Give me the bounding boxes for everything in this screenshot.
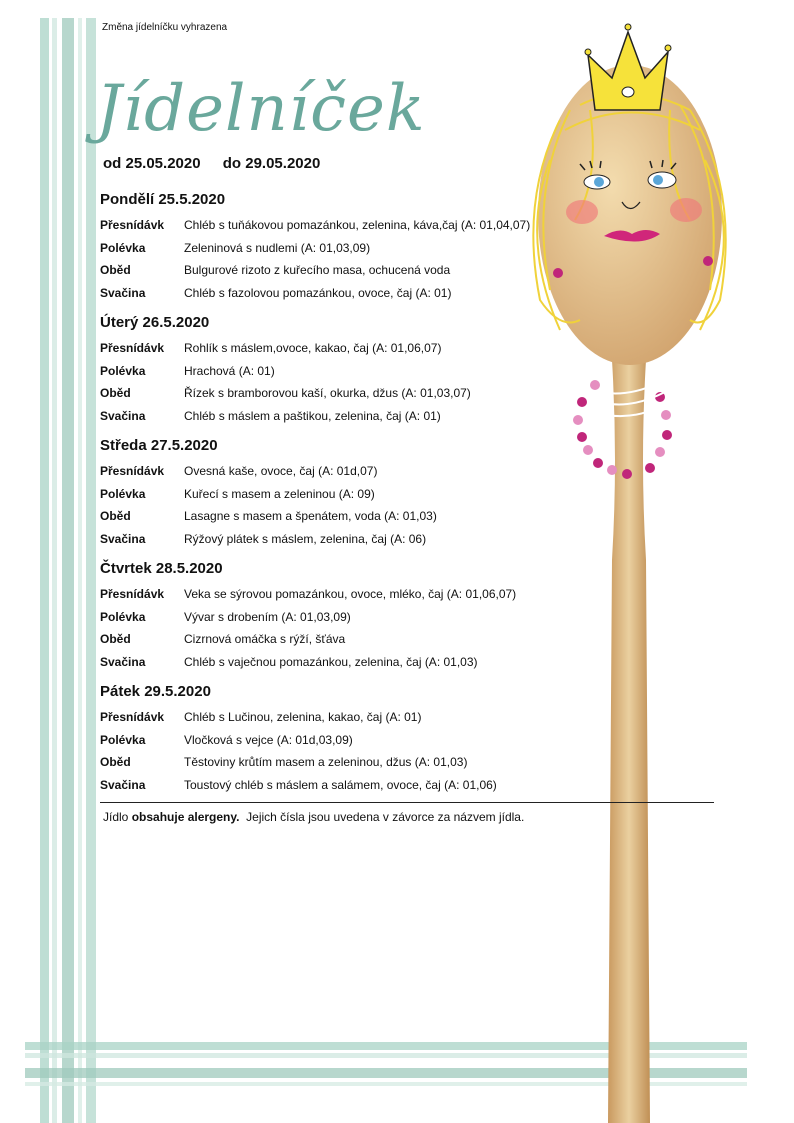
meal-row [100,610,580,633]
allergen-note [103,810,524,824]
meal-row [100,364,580,387]
meal-dish: Chléb s vaječnou pomazánkou, zelenina, čaj (A: 01,03) [184,655,478,670]
meal-row [100,778,580,801]
meal-row [100,532,580,555]
meal-dish: Bulgurové rizoto z kuřecího masa, ochucená voda [184,263,451,278]
meal-dish: Chléb s fazolovou pomazánkou, ovoce, čaj (A: 01) [184,286,452,301]
meal-dish: Veka se sýrovou pomazánkou, ovoce, mléko, čaj (A: 01,06,07) [184,587,517,601]
meal-dish: Ovesná kaše, ovoce, čaj (A: 01d,07) [184,464,378,478]
meal-label: Polévka [100,363,146,378]
meal-dish: Vývar s drobením (A: 01,03,09) [184,609,351,624]
meal-row [100,386,580,409]
meal-dish: Těstoviny krůtím masem a zeleninou, džus (A: 01,03) [184,755,468,770]
day-wednesday [100,436,580,559]
meal-row [100,632,580,655]
day-title: Pondělí 25.5.2020 [100,191,226,208]
day-friday [100,682,580,805]
meal-row [100,733,580,756]
day-monday [100,190,580,313]
meal-dish: Rohlík s máslem,ovoce, kakao, čaj (A: 01,06,07) [184,341,442,355]
meal-dish: Zeleninová s nudlemi (A: 01,03,09) [184,240,371,255]
meal-dish: Chléb s máslem a paštikou, zelenina, čaj (A: 01) [184,409,441,424]
meal-row [100,409,580,432]
meal-dish: Kuřecí s masem a zeleninou (A: 09) [184,486,375,501]
day-tuesday [100,313,580,436]
meal-label: Polévka [100,732,146,747]
meal-label: Oběd [100,632,131,647]
meal-label: Oběd [100,386,131,401]
day-title: Pátek 29.5.2020 [100,683,211,700]
day-title: Čtvrtek 28.5.2020 [100,560,223,577]
meal-dish: Vločková s vejce (A: 01d,03,09) [184,732,353,747]
towel-stripes-vertical [40,18,96,1123]
meal-row [100,710,580,733]
meal-dish: Řízek s bramborovou kaší, okurka, džus (A: 01,03,07) [184,386,471,401]
allergen-note-bold: obsahuje alergeny. [131,810,240,824]
meal-row [100,655,580,678]
meal-label: Polévka [100,486,146,501]
meal-dish: Chléb s Lučinou, zelenina, kakao, čaj (A: 01) [184,710,422,724]
meal-label: Polévka [100,240,146,255]
allergen-note-pre: Jídlo [103,810,132,824]
meal-label: Přesnídávk [100,710,165,724]
page-title: Jídelníček [96,72,426,146]
meal-row [100,464,580,487]
meal-dish: Cizrnová omáčka s rýží, šťáva [184,632,346,647]
weekly-menu [100,190,580,805]
meal-label: Svačina [100,778,146,793]
meal-row [100,341,580,364]
day-title: Úterý 26.5.2020 [100,314,210,331]
meal-label: Polévka [100,609,146,624]
meal-row [100,755,580,778]
meal-dish: Toustový chléb s máslem a salámem, ovoce, čaj (A: 01,06) [184,778,497,793]
date-range [103,155,338,172]
day-thursday [100,559,580,682]
meal-row [100,487,580,510]
allergen-note-post: Jejich čísla jsou uvedena v závorce za názvem jídla. [239,810,525,824]
date-from: od 25.05.2020 [103,155,201,172]
change-notice: Změna jídelníčku vyhrazena [102,22,228,33]
meal-dish: Lasagne s masem a špenátem, voda (A: 01,03) [184,509,437,524]
meal-row [100,509,580,532]
date-to: do 29.05.2020 [222,155,321,172]
meal-label: Svačina [100,286,146,301]
divider [100,802,714,803]
meal-label: Přesnídávk [100,587,165,601]
meal-dish: Chléb s tuňákovou pomazánkou, zelenina, káva,čaj (A: 01,04,07) [184,218,531,232]
meal-row [100,587,580,610]
meal-row [100,241,580,264]
meal-label: Oběd [100,509,131,524]
crown-icon [585,24,671,110]
meal-row [100,218,580,241]
meal-label: Přesnídávk [100,218,165,232]
meal-label: Svačina [100,409,146,424]
meal-label: Přesnídávk [100,341,165,355]
meal-label: Svačina [100,532,146,547]
meal-label: Přesnídávk [100,464,165,478]
day-title: Středa 27.5.2020 [100,437,218,454]
meal-label: Oběd [100,755,131,770]
meal-label: Svačina [100,655,146,670]
meal-row [100,286,580,309]
meal-label: Oběd [100,263,131,278]
meal-row [100,263,580,286]
meal-dish: Rýžový plátek s máslem, zelenina, čaj (A: 06) [184,532,427,547]
meal-dish: Hrachová (A: 01) [184,363,275,378]
